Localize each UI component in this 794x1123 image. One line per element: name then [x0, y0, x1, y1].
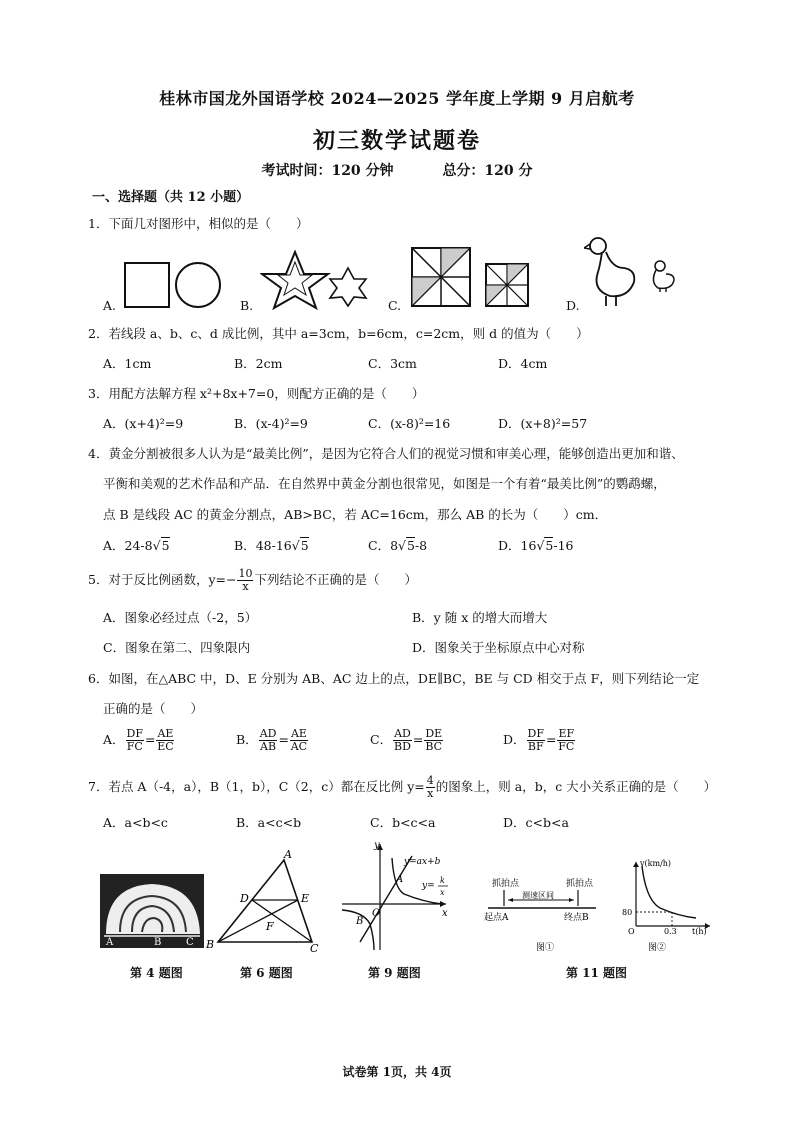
q4-opt-b-rad: 5	[300, 538, 309, 553]
q4-opt-c-rad: 5	[407, 538, 415, 553]
q4-opt-a: A．24-8√5	[103, 538, 170, 553]
q7-opt-c: C．b<c<a	[370, 815, 436, 830]
fig9-label-x-den: x	[440, 888, 445, 897]
q6-opt-c: C． $\frac{AD}{BD}$ = $\frac{DE}{BC}$	[370, 727, 443, 753]
q6-opt-d-left	[527, 728, 545, 753]
q4-opt-a-rad: 5	[161, 538, 170, 553]
q6-opt-a-ln: DF	[126, 727, 143, 740]
paper-title: 初三数学试题卷	[312, 128, 481, 154]
fig11-section: 测速区间	[522, 891, 554, 900]
fig11-origin: O	[628, 927, 635, 936]
q4-opt-d-rad: 5	[545, 538, 554, 553]
nautilus-figure	[100, 874, 204, 948]
q4-opt-b-pre: 48-16	[255, 538, 292, 553]
q6-opt-b-ln: AD	[259, 727, 277, 740]
fig4-caption: 第 4 题图	[130, 966, 183, 980]
fig9-label-a: A	[396, 874, 404, 885]
q1-opt-b: B.	[240, 298, 254, 313]
fig11-capture-right: 抓拍点	[566, 879, 594, 889]
q6-opt-a-ld: FC	[126, 740, 143, 753]
q4-opt-d-post: -16	[553, 538, 574, 553]
q7-opt-a: A．a<b<c	[103, 815, 168, 830]
q6-opt-a-right	[156, 728, 174, 753]
q1-opt-d: D.	[566, 298, 580, 313]
q2-opt-b: B．2cm	[234, 356, 283, 371]
section-title: 一、选择题（共 12 小题）	[92, 190, 250, 205]
fig4-label-c: C	[186, 937, 194, 948]
q1-opt-c: C.	[388, 298, 402, 313]
q7-opt-b: B．a<c<b	[236, 815, 302, 830]
q5-den: x	[242, 580, 249, 593]
q6-opt-d-ld: BF	[527, 740, 544, 753]
q6-line1: 6．如图，在△ABC 中，D、E 分别为 AB、AC 边上的点，DE∥BC，BE 与 CD 相交于点 F，则下列结论一定	[88, 671, 700, 686]
fig9-label-k: k	[440, 876, 445, 885]
q6-opt-b-label: B．	[236, 732, 258, 747]
q4-opt-d: D．16√5-16	[498, 538, 574, 553]
q5-opt-a: A．图象必经过点（-2，5）	[103, 610, 258, 625]
fig11-caption2: 图②	[648, 943, 667, 953]
speed-section-figure	[478, 872, 618, 954]
q5-stem-post: 下列结论不正确的是（ ）	[254, 572, 417, 587]
q2-opt-c: C．3cm	[368, 356, 417, 371]
q6-opt-d-right	[557, 728, 575, 753]
fig6-label-e: E	[301, 892, 310, 905]
q6-opt-d-ln: DF	[527, 727, 544, 740]
q6-opt-c-ln: AD	[394, 727, 411, 740]
q4-opt-b-label: B．	[234, 538, 256, 553]
stars-figure	[260, 248, 375, 310]
q4-line1: 4．黄金分割被很多人认为是“最美比例”，是因为它符合人们的视觉习惯和审美心理，能够创造出更加和谐、	[88, 446, 684, 461]
speed-time-graph-figure	[620, 856, 716, 954]
q5-num: 10	[238, 567, 253, 580]
q6-opt-a-rd: EC	[157, 740, 174, 753]
q4-opt-c-post: -8	[414, 538, 428, 553]
q4-opt-c-label: C．	[368, 538, 391, 553]
ducks-figure	[584, 232, 684, 310]
fig6-caption: 第 6 题图	[240, 966, 293, 980]
q2-opt-d: D．4cm	[498, 356, 548, 371]
q6-opt-d-rn: EF	[558, 727, 575, 740]
q4-opt-b: B．48-16√5	[234, 538, 309, 553]
q7-den: x	[427, 787, 434, 800]
q3-stem: 3．用配方法解方程 x²+8x+7=0，则配方正确的是（ ）	[88, 386, 425, 401]
q3-opt-b: B．(x-4)²=9	[234, 416, 308, 431]
q7-opt-d: D．c<b<a	[503, 815, 569, 830]
exam-info	[0, 160, 794, 180]
q5-stem-pre: 5．对于反比例函数，y=−	[88, 572, 237, 587]
fig11-start: 起点A	[484, 913, 509, 923]
fig9-label-y: y	[374, 840, 380, 851]
q6-opt-d: D． $\frac{DF}{BF}$ = $\frac{EF}{FC}$	[503, 727, 575, 753]
q6-opt-b: B． $\frac{AD}{AB}$ = $\frac{AE}{AC}$	[236, 727, 308, 753]
fig6-label-a: A	[284, 850, 292, 861]
q6-opt-a: A． $\frac{DF}{FC}$ = $\frac{AE}{EC}$	[103, 727, 174, 753]
q6-opt-b-rn: AE	[290, 727, 307, 740]
fig11-80: 80	[622, 908, 633, 917]
fig11-03: 0.3	[664, 927, 677, 936]
q4-opt-a-pre: 24-8	[124, 538, 153, 553]
school-line: 桂林市国龙外国语学校 2024—2025 学年度上学期 9 月启航考	[159, 89, 635, 108]
total-score: 总分：120 分	[442, 163, 533, 179]
q1-stem: 1．下面几对图形中，相似的是（ ）	[88, 216, 309, 231]
q4-line2: 平衡和美观的艺术作品和产品．在自然界中黄金分割也很常见，如图是一个有着“最美比例”的鹦鹉螺，	[103, 476, 666, 491]
fig11-caption: 第 11 题图	[566, 966, 628, 980]
q5-opt-d: D．图象关于坐标原点中心对称	[412, 640, 585, 655]
fig9-label-line: y=ax+b	[404, 857, 441, 867]
fig11-v-label: v(km/h)	[640, 859, 672, 868]
q6-line2: 正确的是（ ）	[103, 701, 204, 716]
q6-opt-c-rn: DE	[425, 727, 443, 740]
q7-stem	[88, 775, 716, 800]
q3-opt-c: C．(x-8)²=16	[368, 416, 451, 431]
q3-opt-d: D．(x+8)²=57	[498, 416, 588, 431]
fig4-label-b: B	[154, 937, 162, 948]
q5-fraction	[237, 568, 253, 593]
q4-opt-a-label: A．	[103, 538, 125, 553]
fig4-label-a: A	[106, 937, 114, 948]
fig11-caption1: 图①	[536, 943, 555, 953]
q6-opt-c-ld: BD	[394, 740, 411, 753]
fig11-t-label: t(h)	[692, 927, 707, 936]
q5-opt-b: B．y 随 x 的增大而增大	[412, 610, 548, 625]
fig6-label-c: C	[310, 942, 319, 954]
q6-opt-c-right	[424, 728, 443, 753]
q6-opt-d-label: D．	[503, 732, 526, 747]
q6-opt-b-left	[259, 728, 278, 753]
q4-line3: 点 B 是线段 AC 的黄金分割点，AB>BC，若 AC=16cm，那么 AB 的长为（ ）cm．	[103, 507, 608, 522]
fig6-label-f: F	[266, 920, 274, 933]
fig11-end: 终点B	[564, 913, 589, 923]
q4-opt-c: C．8√5-8	[368, 538, 428, 553]
q6-opt-b-right	[290, 728, 308, 753]
q4-opt-d-pre: 16	[520, 538, 537, 553]
q7-stem-pre: 7．若点 A（-4，a），B（1，b），C（2，c）都在反比例 y=	[88, 779, 425, 794]
q6-opt-c-rd: BC	[425, 740, 443, 753]
q7-num: 4	[426, 774, 434, 787]
q6-opt-c-left	[393, 728, 412, 753]
function-graph-figure	[334, 838, 454, 954]
fig9-caption: 第 9 题图	[368, 966, 421, 980]
fig9-label-o: O	[372, 908, 381, 919]
fig9-label-b: B	[356, 916, 364, 927]
q5-opt-c: C．图象在第二、四象限内	[103, 640, 251, 655]
q6-opt-b-rd: AC	[290, 740, 308, 753]
q5-stem	[88, 568, 417, 593]
triangle-figure	[200, 850, 320, 954]
q6-opt-a-rn: AE	[157, 727, 174, 740]
fig9-label-x: x	[442, 908, 448, 919]
q6-opt-a-left	[126, 728, 144, 753]
fig6-label-b: B	[206, 938, 215, 951]
q7-fraction	[426, 775, 435, 800]
q2-stem: 2．若线段 a、b、c、d 成比例，其中 a=3cm，b=6cm，c=2cm，则 d 的值为（ ）	[88, 326, 589, 341]
q6-opt-c-label: C．	[370, 732, 393, 747]
fig6-label-d: D	[240, 892, 249, 905]
pinwheels-figure	[408, 244, 538, 310]
exam-time: 考试时间：120 分钟	[261, 163, 394, 179]
q7-stem-post: 的图象上，则 a，b，c 大小关系正确的是（ ）	[435, 779, 717, 794]
q2-opt-a: A．1cm	[103, 356, 152, 371]
q4-opt-d-label: D．	[498, 538, 521, 553]
q4-opt-c-pre: 8	[390, 538, 399, 553]
fig9-label-curve: y=	[422, 881, 435, 891]
q6-opt-b-ld: AB	[260, 740, 277, 753]
q1-opt-a: A.	[103, 298, 117, 313]
q6-opt-a-label: A．	[103, 732, 125, 747]
q3-opt-a: A．(x+4)²=9	[103, 416, 184, 431]
page-footer: 试卷第 1页，共 4页	[342, 1065, 452, 1079]
square-circle-figure	[120, 258, 230, 310]
fig11-capture-left: 抓拍点	[492, 879, 520, 889]
q6-opt-d-rd: FC	[558, 740, 575, 753]
